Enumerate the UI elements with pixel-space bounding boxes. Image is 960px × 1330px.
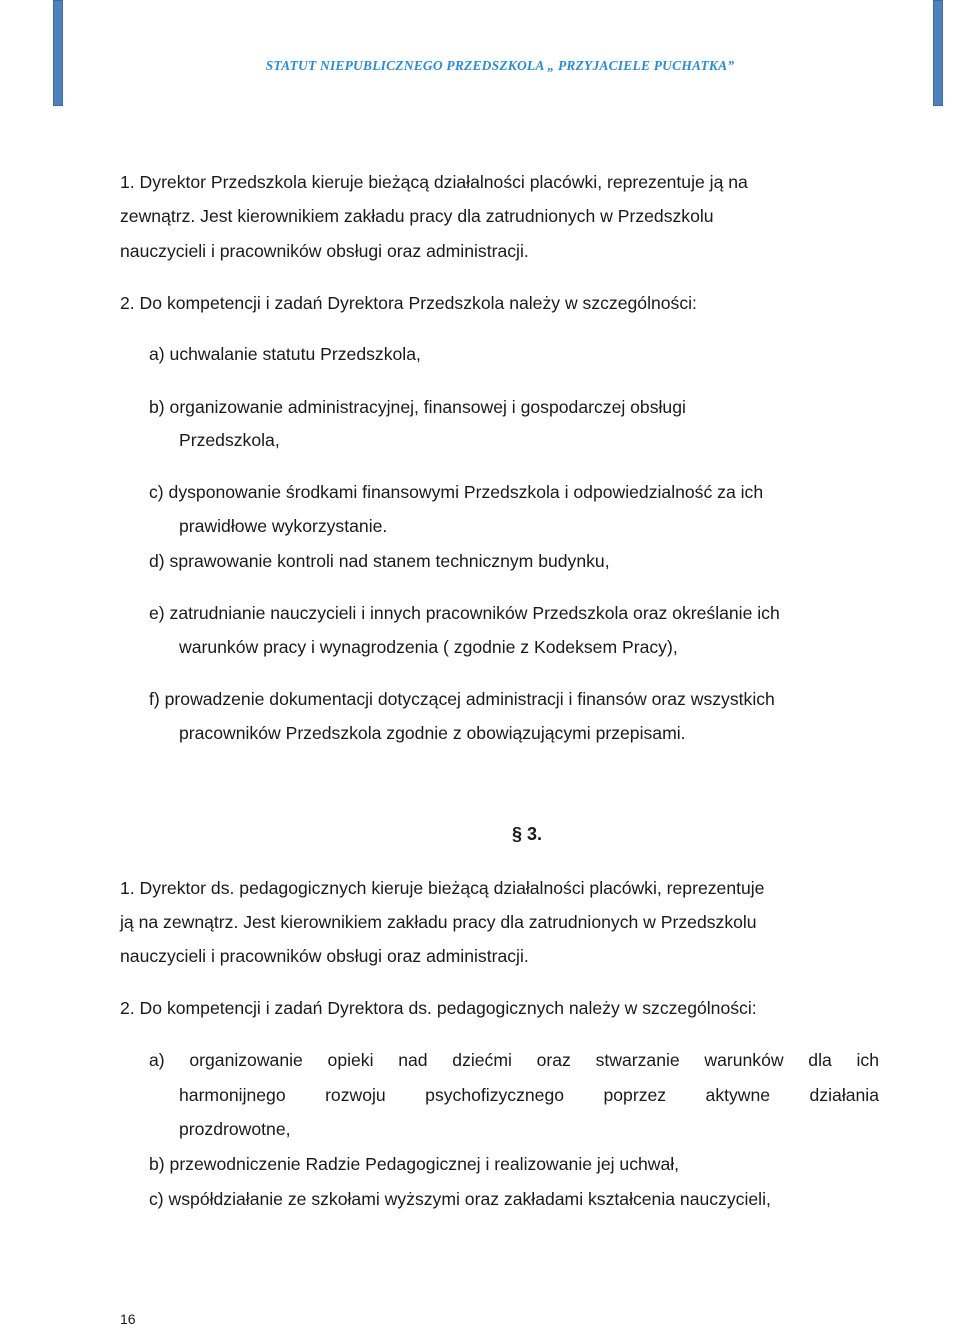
- s2-item-c-line-2: prawidłowe wykorzystanie.: [179, 516, 388, 536]
- s2-item-e-line-2: warunków pracy i wynagrodzenia ( zgodnie z Kodeksem Pracy),: [179, 637, 678, 657]
- s3-item-a-line-1: a) organizowanie opieki nad dziećmi oraz stwarzanie warunków dla ich: [149, 1050, 879, 1070]
- document-header: STATUT NIEPUBLICZNEGO PRZEDSZKOLA „ PRZYJACIELE PUCHATKA”: [265, 58, 735, 73]
- s3-item-a-line-3: prozdrowotne,: [179, 1119, 291, 1139]
- s2-paragraph-1-line-3: nauczycieli i pracowników obsługi oraz administracji.: [120, 241, 529, 261]
- s2-item-b-line-1: b) organizowanie administracyjnej, finansowej i gospodarczej obsługi: [149, 397, 686, 417]
- s3-item-a-line-2: harmonijnego rozwoju psychofizycznego poprzez aktywne działania: [179, 1085, 879, 1105]
- right-decorative-bar: [933, 0, 943, 106]
- s3-paragraph-1-line-3: nauczycieli i pracowników obsługi oraz administracji.: [120, 946, 529, 966]
- page-number: 16: [120, 1311, 136, 1327]
- s3-paragraph-2: 2. Do kompetencji i zadań Dyrektora ds. pedagogicznych należy w szczególności:: [120, 998, 757, 1018]
- s2-paragraph-1-line-2: zewnątrz. Jest kierownikiem zakładu pracy dla zatrudnionych w Przedszkolu: [120, 206, 714, 226]
- s3-item-b: b) przewodniczenie Radzie Pedagogicznej i realizowanie jej uchwał,: [149, 1154, 680, 1174]
- s2-paragraph-2: 2. Do kompetencji i zadań Dyrektora Przedszkola należy w szczególności:: [120, 293, 697, 313]
- s2-item-a: a) uchwalanie statutu Przedszkola,: [149, 344, 421, 364]
- s2-paragraph-1-line-1: 1. Dyrektor Przedszkola kieruje bieżącą działalności placówki, reprezentuje ją na: [120, 172, 748, 192]
- section-heading: § 3.: [512, 824, 543, 844]
- s2-item-f-line-2: pracowników Przedszkola zgodnie z obowiązującymi przepisami.: [179, 723, 686, 743]
- s3-item-c: c) współdziałanie ze szkołami wyższymi oraz zakładami kształcenia nauczycieli,: [149, 1189, 771, 1209]
- left-decorative-bar: [53, 0, 63, 106]
- s2-item-f-line-1: f) prowadzenie dokumentacji dotyczącej administracji i finansów oraz wszystkich: [149, 689, 775, 709]
- s3-paragraph-1-line-1: 1. Dyrektor ds. pedagogicznych kieruje bieżącą działalności placówki, reprezentuje: [120, 878, 765, 898]
- s3-paragraph-1-line-2: ją na zewnątrz. Jest kierownikiem zakładu pracy dla zatrudnionych w Przedszkolu: [120, 912, 757, 932]
- s2-item-e-line-1: e) zatrudnianie nauczycieli i innych pracowników Przedszkola oraz określanie ich: [149, 603, 780, 623]
- s2-item-c-line-1: c) dysponowanie środkami finansowymi Przedszkola i odpowiedzialność za ich: [149, 482, 764, 502]
- s2-item-b-line-2: Przedszkola,: [179, 430, 280, 450]
- s2-item-d: d) sprawowanie kontroli nad stanem technicznym budynku,: [149, 551, 610, 571]
